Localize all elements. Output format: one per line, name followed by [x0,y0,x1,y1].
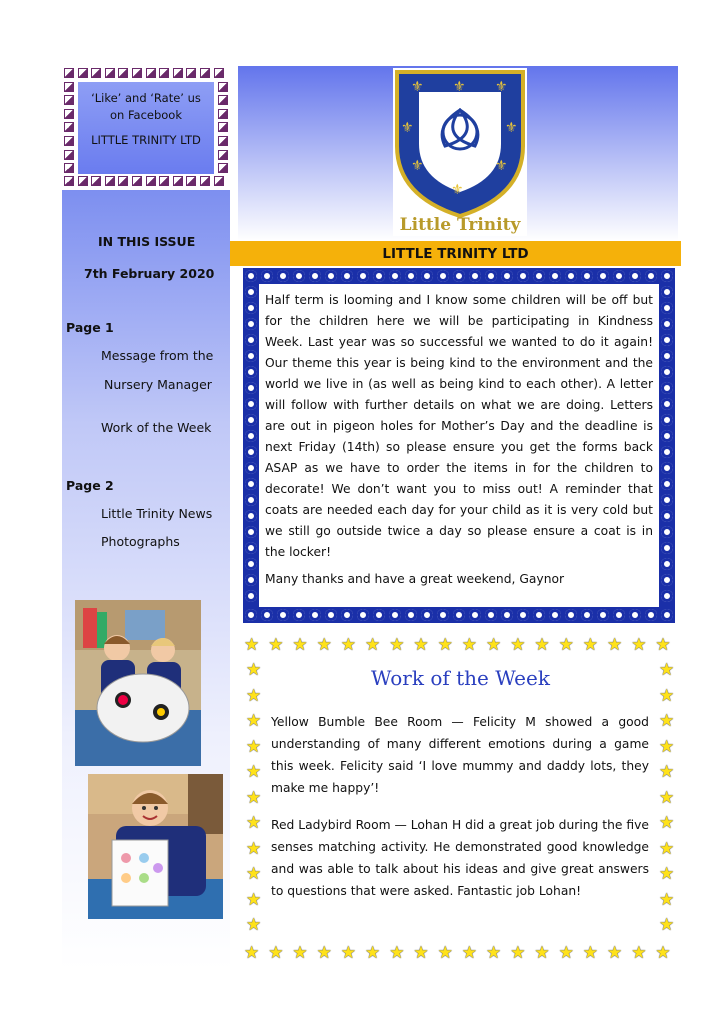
flower-dot [661,574,673,586]
star-icon: ★ [244,943,260,963]
star-icon: ★ [631,635,647,655]
border-square [64,136,74,146]
flower-dot [325,609,337,621]
star-icon: ★ [655,943,671,963]
flower-dot [373,609,385,621]
border-square [159,176,169,186]
star-icon: ★ [437,943,453,963]
star-icon: ★ [510,943,526,963]
star-icon: ★ [486,635,502,655]
flower-dot [661,510,673,522]
flower-dot [325,270,337,282]
flower-dot [469,270,481,282]
flower-dot [533,609,545,621]
flower-dot [661,350,673,362]
manager-message [265,290,653,590]
flower-dot [485,609,497,621]
flower-dot [549,270,561,282]
border-square [132,68,142,78]
flower-dot [437,609,449,621]
star-icon: ★ [534,943,550,963]
flower-dot [661,414,673,426]
work-entry-2: Red Ladybird Room — Lohan H did a great job during the five senses matching activity. He demonstrated good knowledge and was able to talk about his ideas and give great answers to questions that were asked. Fantastic job Lohan! [271,818,649,898]
flower-dot [389,270,401,282]
border-square [146,176,156,186]
flower-dot [581,609,593,621]
toc-item: Nursery Manager [104,377,212,392]
flower-dot [661,446,673,458]
issue-heading: IN THIS ISSUE [98,234,196,249]
border-square [218,82,228,92]
star-icon: ★ [340,943,357,963]
work-entry-1: Yellow Bumble Bee Room — Felicity M showed a good understanding of many different emotions during a game this week. Felicity said ‘I love mummy and daddy lots, they make me happy’! [271,715,649,795]
border-square [218,136,228,146]
flower-dot [661,366,673,378]
flower-dot [661,302,673,314]
star-icon: ★ [558,943,574,963]
flower-dot [469,609,481,621]
flower-dot [613,609,625,621]
svg-text:⚜: ⚜ [411,158,424,174]
flower-dot [245,350,257,362]
flower-dot [309,609,321,621]
flower-dot [245,590,257,602]
star-icon: ★ [268,635,284,655]
flower-dot [309,270,321,282]
flower-dot [501,609,513,621]
flower-dot [357,270,369,282]
flower-dot [661,478,673,490]
star-icon: ★ [246,915,262,935]
flower-dot [661,609,673,621]
flower-dot [645,270,657,282]
star-icon: ★ [413,635,429,655]
flower-dot [421,270,433,282]
star-icon: ★ [413,943,429,963]
flower-dot [245,318,257,330]
svg-text:⚜: ⚜ [453,79,466,95]
flower-dot [661,526,673,538]
border-square [132,176,142,186]
star-icon: ★ [659,660,675,680]
flower-dot [341,609,353,621]
flower-dot [245,478,257,490]
svg-text:⚜: ⚜ [401,120,414,136]
star-icon: ★ [244,635,260,655]
toc-item: Work of the Week [101,420,212,435]
title-bar [230,241,681,266]
border-square [118,176,128,186]
message-signoff: Many thanks and have a great weekend, Gaynor [265,572,565,586]
message-body: Half term is looming and I know some children will be off but for the children here we will be participating in Kindness Week. Last year was so successful we wanted to do it again! Our theme this year is being kind to the environment and the world we live in (as well as being kind to each other). A letter will follow with further details on what we are doing. Letters are out in pigeon holes for Mother’s Day and the deadline is next Friday (14th) so please ensure you get the forms back ASAP as we have to order the items in for the children to decorate! We don’t want you to miss out! A reminder that coats are needed each day for your child as it is very cold but we still go outside twice a day so please ensure a coat is in the locker! [265,293,653,559]
header-banner [238,66,678,241]
border-square [91,176,101,186]
flower-dot [661,334,673,346]
svg-text:⚜: ⚜ [411,79,424,95]
flower-dot [661,382,673,394]
border-square [64,163,74,173]
star-icon: ★ [659,889,675,910]
star-icon: ★ [659,813,675,833]
flower-dot [341,270,353,282]
border-square [64,68,74,78]
flower-dot [661,318,673,330]
svg-text:⚜: ⚜ [505,120,518,136]
flower-dot [629,609,641,621]
flower-dot [245,446,257,458]
border-square [91,68,101,78]
flower-dot [405,270,417,282]
svg-text:⚜: ⚜ [451,182,464,198]
flower-dot [485,270,497,282]
flower-dot [245,574,257,586]
flower-dot [437,270,449,282]
border-square [173,68,183,78]
facebook-line1: ‘Like’ and ‘Rate’ us [91,91,201,105]
flower-dot [661,270,673,282]
flower-dot [661,590,673,602]
work-of-week-title: Work of the Week [371,666,550,690]
flower-dot [357,609,369,621]
flower-dot [373,270,385,282]
star-icon: ★ [389,635,405,655]
star-icon: ★ [246,660,262,680]
flower-dot [389,609,401,621]
star-icon: ★ [246,838,262,859]
flower-dot [261,270,273,282]
flower-dot [245,526,257,538]
flower-dot [661,462,673,474]
border-square [159,68,169,78]
border-square [78,68,88,78]
border-square [186,176,196,186]
border-square [218,163,228,173]
facebook-line2: on Facebook [109,108,182,122]
star-icon: ★ [246,864,262,884]
flower-dot [517,270,529,282]
flower-dot [245,558,257,570]
border-square [200,176,210,186]
flower-dot [245,398,257,410]
border-square [200,68,210,78]
photo-boy-worksheet [88,774,223,919]
newsletter-title: LITTLE TRINITY LTD [382,246,529,262]
issue-date: 7th February 2020 [84,266,215,281]
flower-dot [501,270,513,282]
flower-dot [597,609,609,621]
flower-dot [261,609,273,621]
logo-text: Little Trinity [399,215,521,235]
flower-dot [613,270,625,282]
star-icon: ★ [631,943,647,963]
page1-label: Page 1 [66,320,114,335]
star-icon: ★ [534,635,550,655]
flower-dot [245,334,257,346]
flower-dot [245,494,257,506]
star-icon: ★ [246,787,262,808]
facebook-box-inner [78,82,214,174]
border-square [218,122,228,132]
star-icon: ★ [510,635,526,655]
flower-dot [597,270,609,282]
star-icon: ★ [246,813,262,833]
star-icon: ★ [655,635,671,655]
border-square [186,68,196,78]
facebook-line3: LITTLE TRINITY LTD [91,133,201,147]
star-icon: ★ [558,635,574,655]
star-icon: ★ [292,635,308,655]
star-icon: ★ [461,635,478,655]
star-icon: ★ [659,711,675,731]
star-icon: ★ [340,635,357,655]
flower-dot [661,494,673,506]
star-icon: ★ [389,943,405,963]
star-icon: ★ [316,635,332,655]
star-icon: ★ [659,685,675,706]
border-square [105,68,115,78]
star-icon: ★ [582,943,599,963]
border-square [64,109,74,119]
flower-dot [517,609,529,621]
star-icon: ★ [607,943,623,963]
flower-dot [453,270,465,282]
star-icon: ★ [659,787,675,808]
flower-dot [453,609,465,621]
border-square [105,176,115,186]
star-icon: ★ [268,943,284,963]
star-icon: ★ [365,635,381,655]
flower-dot [245,286,257,298]
border-square [173,176,183,186]
flower-dot [661,542,673,554]
flower-dot [629,270,641,282]
flower-dot [405,609,417,621]
border-square [218,150,228,160]
flower-dot [245,382,257,394]
border-square [64,122,74,132]
flower-dot [245,609,257,621]
star-icon: ★ [461,943,478,963]
border-square [64,82,74,92]
svg-text:⚜: ⚜ [495,79,508,95]
star-icon: ★ [486,943,502,963]
flower-dot [581,270,593,282]
border-square [64,150,74,160]
flower-dot [293,609,305,621]
star-icon: ★ [246,685,262,706]
photo-children-ball [75,600,201,766]
flower-dot [565,609,577,621]
star-icon: ★ [246,711,262,731]
border-square [78,176,88,186]
border-square [214,68,224,78]
border-square [64,176,74,186]
border-square [218,95,228,105]
flower-dot [421,609,433,621]
star-icon: ★ [292,943,308,963]
border-square [146,68,156,78]
star-icon: ★ [582,635,599,655]
star-icon: ★ [365,943,381,963]
flower-dot [245,510,257,522]
border-square [118,68,128,78]
toc-item: Message from the [101,348,214,363]
flower-dot [245,302,257,314]
flower-dot [293,270,305,282]
border-square [218,109,228,119]
flower-dot [245,430,257,442]
star-icon: ★ [659,838,675,859]
flower-dot [245,542,257,554]
flower-dot [245,462,257,474]
star-icon: ★ [316,943,332,963]
flower-dot [661,430,673,442]
star-icon: ★ [246,889,262,910]
page2-label: Page 2 [66,478,114,493]
border-square [64,95,74,105]
flower-dot [245,366,257,378]
flower-dot [533,270,545,282]
star-icon: ★ [246,762,262,782]
star-icon: ★ [659,762,675,782]
star-icon: ★ [659,736,675,757]
flower-dot [277,609,289,621]
flower-dot [565,270,577,282]
star-icon: ★ [607,635,623,655]
flower-dot [245,414,257,426]
flower-dot [661,286,673,298]
border-square [214,176,224,186]
flower-dot [661,558,673,570]
flower-dot [661,398,673,410]
flower-dot [645,609,657,621]
flower-dot [245,270,257,282]
toc-item: Little Trinity News [101,506,213,521]
toc-item: Photographs [101,534,180,549]
school-logo [385,66,535,236]
star-icon: ★ [659,915,675,935]
flower-dot [277,270,289,282]
svg-text:⚜: ⚜ [495,158,508,174]
star-icon: ★ [437,635,453,655]
star-icon: ★ [246,736,262,757]
star-icon: ★ [659,864,675,884]
flower-dot [549,609,561,621]
